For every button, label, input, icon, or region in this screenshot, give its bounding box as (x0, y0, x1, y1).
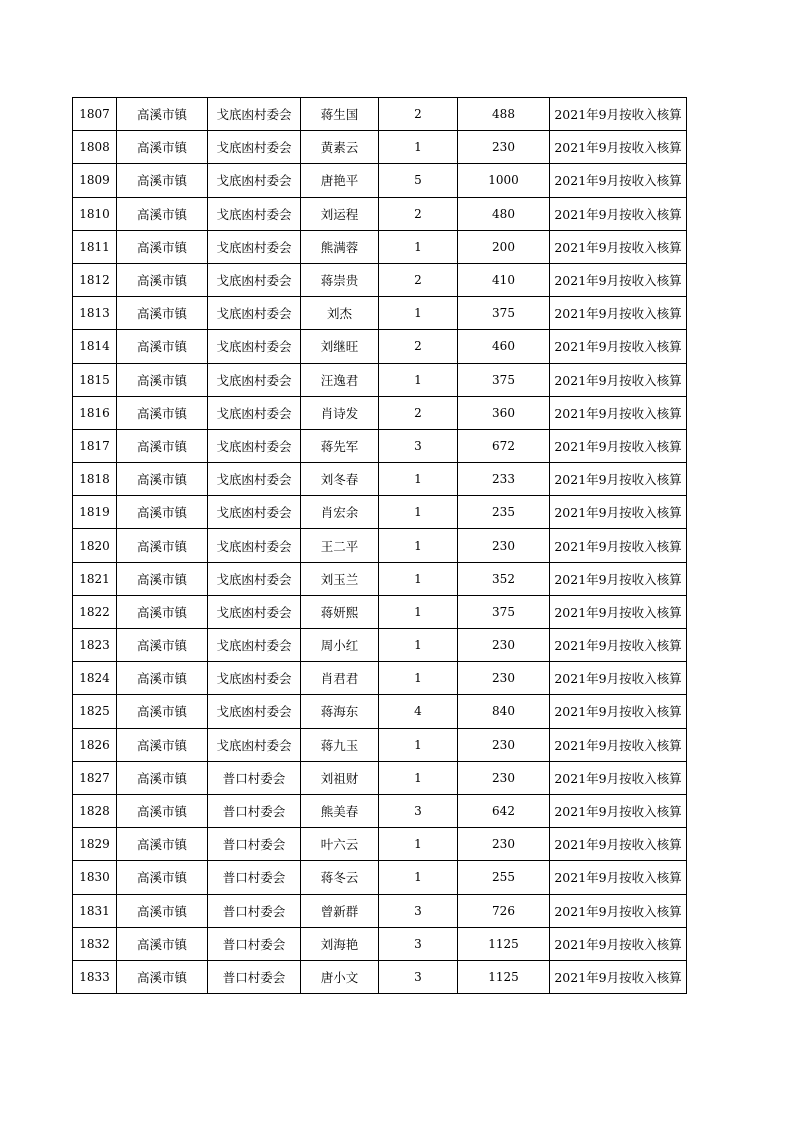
town-cell: 高溪市镇 (117, 828, 208, 861)
town-cell: 高溪市镇 (117, 927, 208, 960)
person-name-cell: 曾新群 (301, 894, 379, 927)
person-name-cell: 刘玉兰 (301, 562, 379, 595)
amount-cell: 375 (458, 363, 550, 396)
note-cell: 2021年9月按收入核算 (550, 894, 687, 927)
note-cell: 2021年9月按收入核算 (550, 363, 687, 396)
person-name-cell: 叶六云 (301, 828, 379, 861)
note-cell: 2021年9月按收入核算 (550, 429, 687, 462)
village-committee-cell: 戈底凼村委会 (208, 164, 301, 197)
row-number-cell: 1822 (73, 595, 117, 628)
table-row (73, 761, 687, 794)
row-number-cell: 1810 (73, 197, 117, 230)
town-cell: 高溪市镇 (117, 396, 208, 429)
village-committee-cell: 普口村委会 (208, 960, 301, 993)
person-name-cell: 肖宏余 (301, 496, 379, 529)
amount-cell: 235 (458, 496, 550, 529)
household-members-cell: 3 (379, 794, 458, 827)
household-members-cell: 1 (379, 496, 458, 529)
household-members-cell: 1 (379, 297, 458, 330)
note-cell: 2021年9月按收入核算 (550, 695, 687, 728)
household-members-cell: 3 (379, 894, 458, 927)
table-row (73, 330, 687, 363)
amount-cell: 1125 (458, 927, 550, 960)
table-row (73, 894, 687, 927)
household-members-cell: 1 (379, 861, 458, 894)
town-cell: 高溪市镇 (117, 761, 208, 794)
note-cell: 2021年9月按收入核算 (550, 263, 687, 296)
table-row (73, 662, 687, 695)
row-number-cell: 1816 (73, 396, 117, 429)
amount-cell: 360 (458, 396, 550, 429)
row-number-cell: 1807 (73, 98, 117, 131)
amount-cell: 840 (458, 695, 550, 728)
town-cell: 高溪市镇 (117, 463, 208, 496)
household-members-cell: 4 (379, 695, 458, 728)
household-members-cell: 5 (379, 164, 458, 197)
amount-cell: 230 (458, 728, 550, 761)
note-cell: 2021年9月按收入核算 (550, 761, 687, 794)
note-cell: 2021年9月按收入核算 (550, 595, 687, 628)
village-committee-cell: 戈底凼村委会 (208, 529, 301, 562)
table-row (73, 529, 687, 562)
table-row (73, 230, 687, 263)
village-committee-cell: 戈底凼村委会 (208, 429, 301, 462)
town-cell: 高溪市镇 (117, 429, 208, 462)
table-row (73, 496, 687, 529)
village-committee-cell: 戈底凼村委会 (208, 562, 301, 595)
town-cell: 高溪市镇 (117, 662, 208, 695)
town-cell: 高溪市镇 (117, 330, 208, 363)
amount-cell: 200 (458, 230, 550, 263)
table-row (73, 164, 687, 197)
row-number-cell: 1827 (73, 761, 117, 794)
table-body (73, 98, 687, 994)
person-name-cell: 唐艳平 (301, 164, 379, 197)
table-row (73, 861, 687, 894)
table-row (73, 429, 687, 462)
person-name-cell: 刘祖财 (301, 761, 379, 794)
town-cell: 高溪市镇 (117, 728, 208, 761)
household-members-cell: 1 (379, 363, 458, 396)
town-cell: 高溪市镇 (117, 960, 208, 993)
person-name-cell: 王二平 (301, 529, 379, 562)
row-number-cell: 1821 (73, 562, 117, 595)
table-row (73, 297, 687, 330)
row-number-cell: 1813 (73, 297, 117, 330)
person-name-cell: 肖诗发 (301, 396, 379, 429)
row-number-cell: 1818 (73, 463, 117, 496)
household-members-cell: 1 (379, 131, 458, 164)
note-cell: 2021年9月按收入核算 (550, 927, 687, 960)
person-name-cell: 汪逸君 (301, 363, 379, 396)
amount-cell: 375 (458, 595, 550, 628)
household-members-cell: 2 (379, 396, 458, 429)
amount-cell: 255 (458, 861, 550, 894)
household-members-cell: 2 (379, 98, 458, 131)
town-cell: 高溪市镇 (117, 562, 208, 595)
note-cell: 2021年9月按收入核算 (550, 330, 687, 363)
amount-cell: 488 (458, 98, 550, 131)
town-cell: 高溪市镇 (117, 164, 208, 197)
row-number-cell: 1820 (73, 529, 117, 562)
household-members-cell: 1 (379, 662, 458, 695)
table-row (73, 98, 687, 131)
town-cell: 高溪市镇 (117, 496, 208, 529)
row-number-cell: 1831 (73, 894, 117, 927)
person-name-cell: 蒋妍熙 (301, 595, 379, 628)
row-number-cell: 1826 (73, 728, 117, 761)
table-row (73, 927, 687, 960)
table-row (73, 595, 687, 628)
town-cell: 高溪市镇 (117, 230, 208, 263)
village-committee-cell: 戈底凼村委会 (208, 595, 301, 628)
note-cell: 2021年9月按收入核算 (550, 960, 687, 993)
row-number-cell: 1830 (73, 861, 117, 894)
person-name-cell: 熊美春 (301, 794, 379, 827)
row-number-cell: 1824 (73, 662, 117, 695)
note-cell: 2021年9月按收入核算 (550, 629, 687, 662)
row-number-cell: 1829 (73, 828, 117, 861)
person-name-cell: 熊满蓉 (301, 230, 379, 263)
household-members-cell: 1 (379, 230, 458, 263)
town-cell: 高溪市镇 (117, 695, 208, 728)
town-cell: 高溪市镇 (117, 529, 208, 562)
village-committee-cell: 戈底凼村委会 (208, 297, 301, 330)
village-committee-cell: 戈底凼村委会 (208, 98, 301, 131)
town-cell: 高溪市镇 (117, 894, 208, 927)
note-cell: 2021年9月按收入核算 (550, 794, 687, 827)
town-cell: 高溪市镇 (117, 297, 208, 330)
note-cell: 2021年9月按收入核算 (550, 98, 687, 131)
row-number-cell: 1828 (73, 794, 117, 827)
data-table (72, 97, 687, 994)
table-row (73, 463, 687, 496)
household-members-cell: 1 (379, 463, 458, 496)
household-members-cell: 1 (379, 595, 458, 628)
household-members-cell: 3 (379, 429, 458, 462)
row-number-cell: 1811 (73, 230, 117, 263)
village-committee-cell: 普口村委会 (208, 894, 301, 927)
amount-cell: 230 (458, 131, 550, 164)
note-cell: 2021年9月按收入核算 (550, 828, 687, 861)
person-name-cell: 唐小文 (301, 960, 379, 993)
row-number-cell: 1809 (73, 164, 117, 197)
household-members-cell: 2 (379, 263, 458, 296)
table-row (73, 396, 687, 429)
person-name-cell: 蒋生国 (301, 98, 379, 131)
person-name-cell: 刘冬春 (301, 463, 379, 496)
amount-cell: 233 (458, 463, 550, 496)
amount-cell: 230 (458, 529, 550, 562)
household-members-cell: 3 (379, 927, 458, 960)
village-committee-cell: 普口村委会 (208, 861, 301, 894)
amount-cell: 460 (458, 330, 550, 363)
village-committee-cell: 戈底凼村委会 (208, 197, 301, 230)
table-row (73, 728, 687, 761)
note-cell: 2021年9月按收入核算 (550, 662, 687, 695)
amount-cell: 230 (458, 761, 550, 794)
household-members-cell: 1 (379, 828, 458, 861)
amount-cell: 642 (458, 794, 550, 827)
note-cell: 2021年9月按收入核算 (550, 529, 687, 562)
village-committee-cell: 戈底凼村委会 (208, 131, 301, 164)
village-committee-cell: 戈底凼村委会 (208, 330, 301, 363)
amount-cell: 480 (458, 197, 550, 230)
village-committee-cell: 戈底凼村委会 (208, 728, 301, 761)
note-cell: 2021年9月按收入核算 (550, 230, 687, 263)
household-members-cell: 1 (379, 529, 458, 562)
village-committee-cell: 戈底凼村委会 (208, 695, 301, 728)
note-cell: 2021年9月按收入核算 (550, 164, 687, 197)
person-name-cell: 刘海艳 (301, 927, 379, 960)
amount-cell: 1000 (458, 164, 550, 197)
amount-cell: 230 (458, 629, 550, 662)
note-cell: 2021年9月按收入核算 (550, 396, 687, 429)
amount-cell: 1125 (458, 960, 550, 993)
household-members-cell: 2 (379, 197, 458, 230)
town-cell: 高溪市镇 (117, 197, 208, 230)
village-committee-cell: 戈底凼村委会 (208, 363, 301, 396)
village-committee-cell: 普口村委会 (208, 761, 301, 794)
table-row (73, 695, 687, 728)
amount-cell: 375 (458, 297, 550, 330)
amount-cell: 352 (458, 562, 550, 595)
village-committee-cell: 普口村委会 (208, 828, 301, 861)
town-cell: 高溪市镇 (117, 263, 208, 296)
table-row (73, 828, 687, 861)
row-number-cell: 1815 (73, 363, 117, 396)
person-name-cell: 蒋九玉 (301, 728, 379, 761)
row-number-cell: 1833 (73, 960, 117, 993)
note-cell: 2021年9月按收入核算 (550, 297, 687, 330)
town-cell: 高溪市镇 (117, 861, 208, 894)
note-cell: 2021年9月按收入核算 (550, 463, 687, 496)
person-name-cell: 刘杰 (301, 297, 379, 330)
village-committee-cell: 戈底凼村委会 (208, 396, 301, 429)
amount-cell: 672 (458, 429, 550, 462)
person-name-cell: 周小红 (301, 629, 379, 662)
village-committee-cell: 戈底凼村委会 (208, 629, 301, 662)
person-name-cell: 肖君君 (301, 662, 379, 695)
village-committee-cell: 普口村委会 (208, 794, 301, 827)
village-committee-cell: 戈底凼村委会 (208, 496, 301, 529)
table-row (73, 629, 687, 662)
table-row (73, 960, 687, 993)
amount-cell: 230 (458, 828, 550, 861)
row-number-cell: 1812 (73, 263, 117, 296)
village-committee-cell: 普口村委会 (208, 927, 301, 960)
note-cell: 2021年9月按收入核算 (550, 562, 687, 595)
person-name-cell: 蒋冬云 (301, 861, 379, 894)
row-number-cell: 1817 (73, 429, 117, 462)
household-members-cell: 1 (379, 728, 458, 761)
note-cell: 2021年9月按收入核算 (550, 197, 687, 230)
table-row (73, 562, 687, 595)
table-row (73, 197, 687, 230)
amount-cell: 726 (458, 894, 550, 927)
town-cell: 高溪市镇 (117, 595, 208, 628)
row-number-cell: 1832 (73, 927, 117, 960)
table-row (73, 131, 687, 164)
table-row (73, 263, 687, 296)
note-cell: 2021年9月按收入核算 (550, 131, 687, 164)
note-cell: 2021年9月按收入核算 (550, 861, 687, 894)
village-committee-cell: 戈底凼村委会 (208, 662, 301, 695)
person-name-cell: 蒋海东 (301, 695, 379, 728)
row-number-cell: 1823 (73, 629, 117, 662)
table-row (73, 363, 687, 396)
household-members-cell: 1 (379, 629, 458, 662)
town-cell: 高溪市镇 (117, 131, 208, 164)
row-number-cell: 1808 (73, 131, 117, 164)
person-name-cell: 蒋先军 (301, 429, 379, 462)
household-members-cell: 1 (379, 761, 458, 794)
village-committee-cell: 戈底凼村委会 (208, 463, 301, 496)
person-name-cell: 刘运程 (301, 197, 379, 230)
household-members-cell: 2 (379, 330, 458, 363)
household-members-cell: 1 (379, 562, 458, 595)
person-name-cell: 刘继旺 (301, 330, 379, 363)
amount-cell: 230 (458, 662, 550, 695)
row-number-cell: 1825 (73, 695, 117, 728)
village-committee-cell: 戈底凼村委会 (208, 230, 301, 263)
person-name-cell: 蒋崇贵 (301, 263, 379, 296)
note-cell: 2021年9月按收入核算 (550, 496, 687, 529)
row-number-cell: 1814 (73, 330, 117, 363)
note-cell: 2021年9月按收入核算 (550, 728, 687, 761)
amount-cell: 410 (458, 263, 550, 296)
town-cell: 高溪市镇 (117, 363, 208, 396)
table-row (73, 794, 687, 827)
town-cell: 高溪市镇 (117, 98, 208, 131)
person-name-cell: 黄素云 (301, 131, 379, 164)
row-number-cell: 1819 (73, 496, 117, 529)
town-cell: 高溪市镇 (117, 794, 208, 827)
town-cell: 高溪市镇 (117, 629, 208, 662)
village-committee-cell: 戈底凼村委会 (208, 263, 301, 296)
household-members-cell: 3 (379, 960, 458, 993)
